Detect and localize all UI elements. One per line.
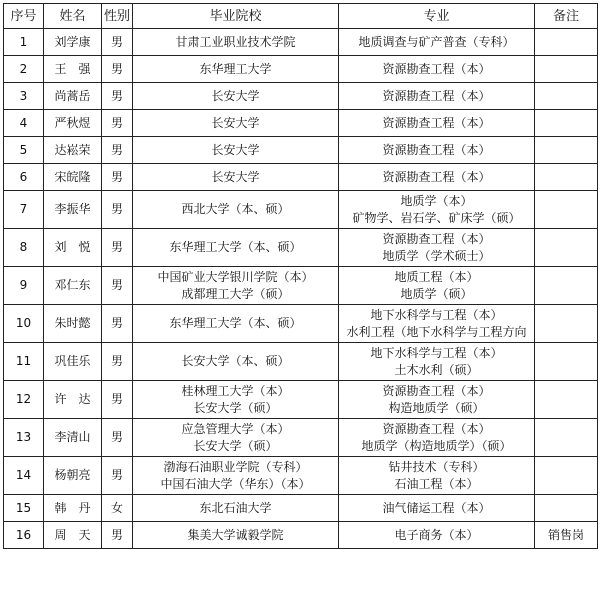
cell-name: 刘 悦	[44, 229, 102, 267]
major-line: 资源勘查工程（本）	[382, 421, 491, 436]
roster-container	[3, 3, 597, 549]
cell-name: 尚蒿岳	[44, 83, 102, 110]
cell-no: 15	[4, 495, 44, 522]
cell-name: 李振华	[44, 191, 102, 229]
cell-no: 13	[4, 419, 44, 457]
cell-name: 宋皖隆	[44, 164, 102, 191]
cell-major	[339, 343, 535, 381]
cell-note	[535, 110, 598, 137]
table-row	[4, 83, 598, 110]
cell-name: 韩 丹	[44, 495, 102, 522]
major-line: 钻井技术（专科）	[388, 459, 485, 474]
school-line: 应急管理大学（本）	[181, 421, 290, 436]
cell-no: 12	[4, 381, 44, 419]
cell-no: 7	[4, 191, 44, 229]
table-row	[4, 522, 598, 549]
header-note: 备注	[535, 4, 598, 29]
school-line: 中国矿业大学银川学院（本）	[157, 269, 314, 284]
major-line: 地质学（硕）	[400, 286, 473, 301]
cell-gender: 男	[102, 56, 133, 83]
school-line: 长安大学	[211, 88, 260, 103]
table-row	[4, 110, 598, 137]
table-row	[4, 137, 598, 164]
school-line: 桂林理工大学（本）	[181, 383, 290, 398]
table-row	[4, 267, 598, 305]
major-line: 资源勘查工程（本）	[382, 142, 491, 157]
cell-note	[535, 164, 598, 191]
cell-gender: 男	[102, 522, 133, 549]
cell-gender: 男	[102, 137, 133, 164]
school-line: 长安大学	[211, 115, 260, 130]
cell-no: 4	[4, 110, 44, 137]
cell-school	[133, 164, 339, 191]
cell-school	[133, 229, 339, 267]
cell-major	[339, 164, 535, 191]
major-line: 电子商务（本）	[394, 527, 479, 542]
school-line: 成都理工大学（硕）	[181, 286, 290, 301]
cell-note	[535, 137, 598, 164]
cell-note	[535, 29, 598, 56]
major-line: 水利工程（地下水科学与工程方向	[346, 324, 527, 339]
major-line: 资源勘查工程（本）	[382, 115, 491, 130]
cell-no: 10	[4, 305, 44, 343]
school-line: 中国石油大学（华东）（本）	[160, 476, 311, 491]
school-line: 西北大学（本、硕）	[181, 202, 290, 216]
cell-school	[133, 83, 339, 110]
cell-school	[133, 419, 339, 457]
school-line: 渤海石油职业学院（专科）	[163, 459, 308, 474]
cell-school	[133, 381, 339, 419]
cell-name: 许 达	[44, 381, 102, 419]
cell-no: 3	[4, 83, 44, 110]
cell-school	[133, 495, 339, 522]
cell-gender: 男	[102, 83, 133, 110]
cell-no: 6	[4, 164, 44, 191]
school-line: 东华理工大学	[199, 61, 272, 76]
cell-gender: 男	[102, 191, 133, 229]
cell-gender: 男	[102, 457, 133, 495]
cell-name: 严秋煜	[44, 110, 102, 137]
cell-school	[133, 137, 339, 164]
cell-gender: 男	[102, 267, 133, 305]
cell-school	[133, 305, 339, 343]
cell-school	[133, 110, 339, 137]
major-line: 构造地质学（硕）	[388, 400, 485, 415]
major-line: 资源勘查工程（本）	[382, 88, 491, 103]
cell-school	[133, 267, 339, 305]
cell-major	[339, 137, 535, 164]
table-row	[4, 29, 598, 56]
table-row	[4, 381, 598, 419]
major-line: 石油工程（本）	[394, 476, 479, 491]
header-no: 序号	[4, 4, 44, 29]
cell-note	[535, 457, 598, 495]
cell-gender: 男	[102, 29, 133, 56]
header-gender: 性别	[102, 4, 133, 29]
major-line: 地质工程（本）	[394, 269, 479, 284]
cell-major	[339, 83, 535, 110]
cell-no: 14	[4, 457, 44, 495]
cell-major	[339, 305, 535, 343]
cell-school	[133, 522, 339, 549]
major-line: 地下水科学与工程（本）	[370, 345, 503, 360]
cell-name: 朱时懿	[44, 305, 102, 343]
table-row	[4, 164, 598, 191]
cell-name: 刘学康	[44, 29, 102, 56]
cell-name: 邓仁东	[44, 267, 102, 305]
roster-table	[3, 3, 598, 549]
cell-note	[535, 305, 598, 343]
cell-major	[339, 229, 535, 267]
cell-school	[133, 457, 339, 495]
cell-name: 达崧荣	[44, 137, 102, 164]
school-line: 长安大学	[211, 169, 260, 184]
major-line: 地质学（构造地质学）（硕）	[361, 438, 512, 453]
cell-note	[535, 419, 598, 457]
major-line: 资源勘查工程（本）	[382, 383, 491, 398]
cell-name: 巩佳乐	[44, 343, 102, 381]
major-line: 地质调查与矿产普查（专科）	[358, 34, 515, 49]
school-line: 长安大学	[211, 142, 260, 157]
table-row	[4, 191, 598, 229]
major-line: 资源勘查工程（本）	[382, 231, 491, 246]
cell-school	[133, 56, 339, 83]
major-line: 资源勘查工程（本）	[382, 61, 491, 76]
cell-note: 销售岗	[535, 522, 598, 549]
cell-note	[535, 267, 598, 305]
school-line: 集美大学诚毅学院	[187, 527, 284, 542]
cell-no: 9	[4, 267, 44, 305]
cell-major	[339, 56, 535, 83]
school-line: 东华理工大学（本、硕）	[169, 240, 302, 254]
cell-name: 李清山	[44, 419, 102, 457]
cell-major	[339, 191, 535, 229]
table-row	[4, 419, 598, 457]
cell-major	[339, 522, 535, 549]
cell-name: 王 强	[44, 56, 102, 83]
cell-name: 杨朝亮	[44, 457, 102, 495]
major-line: 地质学（学术硕士）	[382, 248, 491, 263]
cell-note	[535, 191, 598, 229]
header-school: 毕业院校	[133, 4, 339, 29]
cell-major	[339, 29, 535, 56]
table-row	[4, 495, 598, 522]
cell-school	[133, 29, 339, 56]
major-line: 资源勘查工程（本）	[382, 169, 491, 184]
cell-major	[339, 267, 535, 305]
cell-name: 周 天	[44, 522, 102, 549]
cell-school	[133, 191, 339, 229]
cell-note	[535, 495, 598, 522]
cell-note	[535, 56, 598, 83]
major-line: 土木水利（硕）	[394, 362, 479, 377]
cell-gender: 男	[102, 305, 133, 343]
table-row	[4, 305, 598, 343]
school-line: 东华理工大学（本、硕）	[169, 316, 302, 330]
cell-gender: 男	[102, 110, 133, 137]
cell-gender: 男	[102, 343, 133, 381]
cell-gender: 女	[102, 495, 133, 522]
cell-note	[535, 229, 598, 267]
major-line: 矿物学、岩石学、矿床学（硕）	[352, 210, 521, 225]
major-line: 地质学（本）	[400, 193, 473, 208]
header-major: 专业	[339, 4, 535, 29]
cell-gender: 男	[102, 381, 133, 419]
cell-note	[535, 83, 598, 110]
cell-major	[339, 457, 535, 495]
cell-no: 2	[4, 56, 44, 83]
cell-no: 11	[4, 343, 44, 381]
cell-gender: 男	[102, 164, 133, 191]
cell-no: 1	[4, 29, 44, 56]
table-header-row	[4, 4, 598, 29]
cell-major	[339, 495, 535, 522]
school-line: 甘肃工业职业技术学院	[175, 34, 296, 49]
cell-no: 5	[4, 137, 44, 164]
cell-major	[339, 381, 535, 419]
major-line: 地下水科学与工程（本）	[370, 307, 503, 322]
cell-gender: 男	[102, 229, 133, 267]
cell-note	[535, 381, 598, 419]
cell-school	[133, 343, 339, 381]
major-line: 油气储运工程（本）	[382, 500, 491, 515]
cell-major	[339, 110, 535, 137]
table-row	[4, 457, 598, 495]
school-line: 长安大学（硕）	[193, 400, 278, 415]
cell-gender: 男	[102, 419, 133, 457]
table-row	[4, 343, 598, 381]
cell-no: 8	[4, 229, 44, 267]
school-line: 长安大学（硕）	[193, 438, 278, 453]
cell-no: 16	[4, 522, 44, 549]
header-name: 姓名	[44, 4, 102, 29]
school-line: 东北石油大学	[199, 500, 272, 515]
table-body	[4, 29, 598, 549]
cell-note	[535, 343, 598, 381]
table-row	[4, 229, 598, 267]
cell-major	[339, 419, 535, 457]
table-row	[4, 56, 598, 83]
school-line: 长安大学（本、硕）	[181, 354, 290, 368]
